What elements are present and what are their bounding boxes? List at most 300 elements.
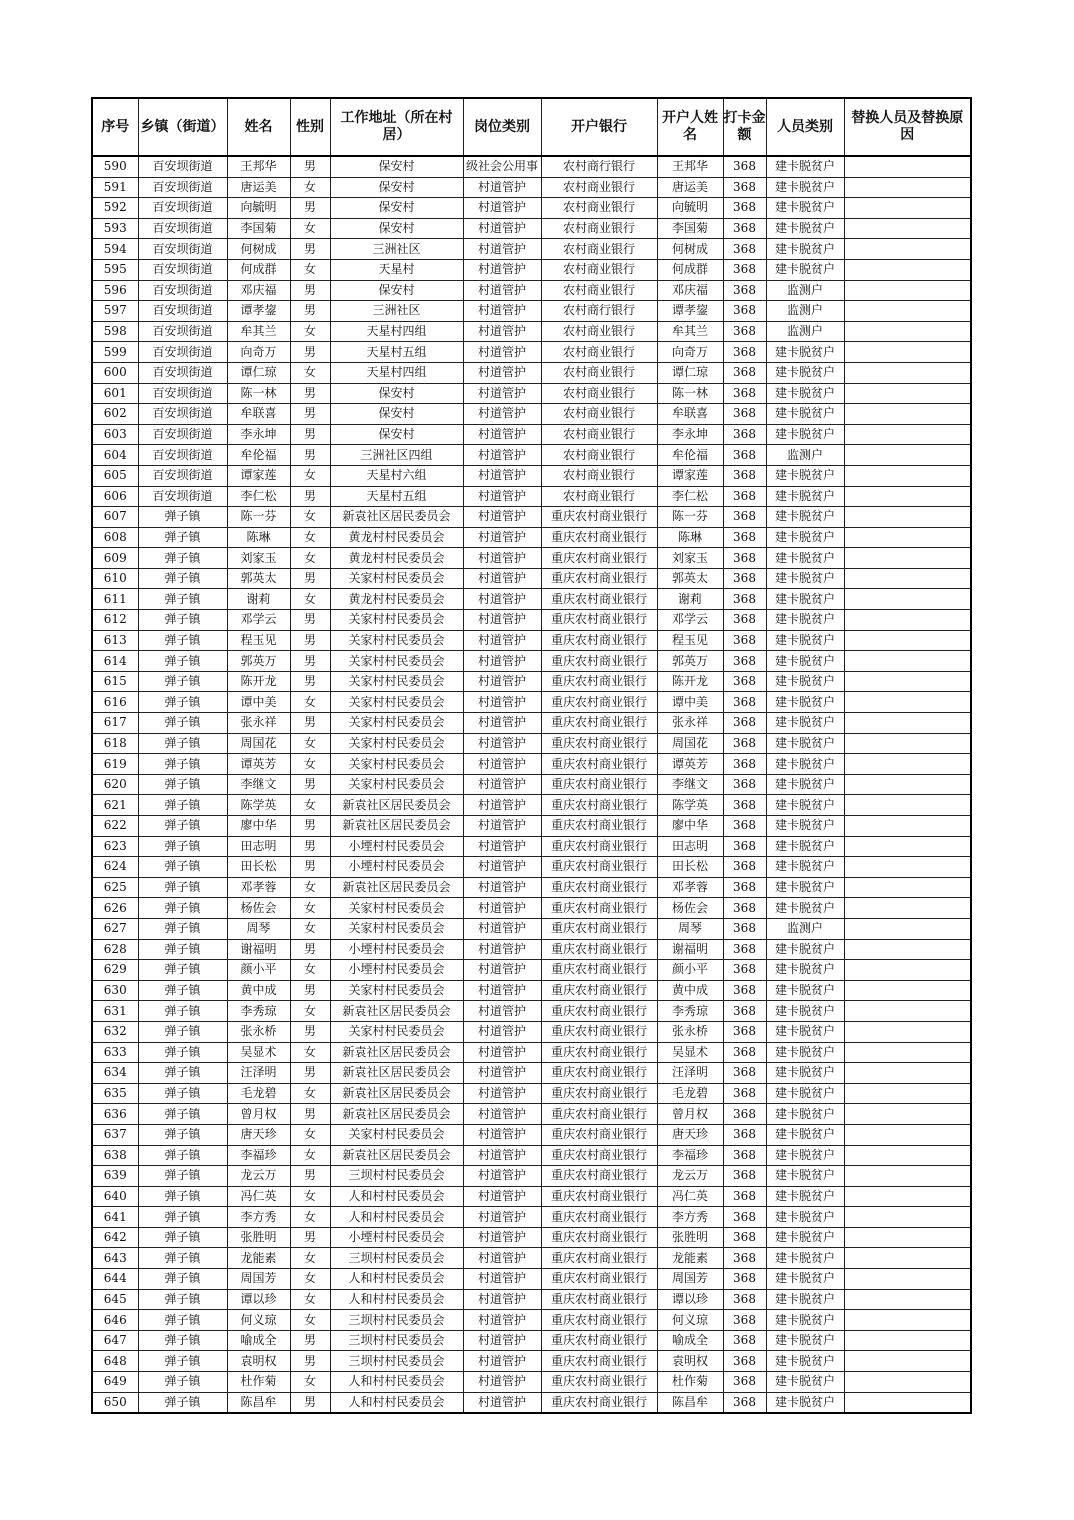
cell-address: 新袁社区居民委员会 xyxy=(330,795,463,816)
cell-category: 建卡脱贫户 xyxy=(766,404,844,425)
cell-bank: 重庆农村商业银行 xyxy=(541,877,657,898)
cell-name: 袁明权 xyxy=(227,1351,290,1372)
cell-index: 605 xyxy=(92,465,138,486)
cell-name: 刘家玉 xyxy=(227,548,290,569)
cell-category: 建卡脱贫户 xyxy=(766,198,844,219)
cell-index: 613 xyxy=(92,630,138,651)
cell-index: 594 xyxy=(92,239,138,260)
cell-address: 黄龙村村民委员会 xyxy=(330,527,463,548)
table-row xyxy=(92,1001,971,1022)
cell-gender: 男 xyxy=(290,671,330,692)
cell-bank: 农村商业银行 xyxy=(541,383,657,404)
table-row xyxy=(92,342,971,363)
cell-category: 建卡脱贫户 xyxy=(766,362,844,383)
cell-township: 百安坝街道 xyxy=(138,218,227,239)
cell-job: 村道管护 xyxy=(463,321,541,342)
cell-job: 村道管护 xyxy=(463,877,541,898)
cell-category: 监测户 xyxy=(766,445,844,466)
cell-address: 黄龙村村民委员会 xyxy=(330,548,463,569)
cell-township: 弹子镇 xyxy=(138,939,227,960)
cell-bank: 农村商行银行 xyxy=(541,301,657,322)
cell-name: 田志明 xyxy=(227,836,290,857)
cell-replacement xyxy=(844,1124,971,1145)
cell-replacement xyxy=(844,1351,971,1372)
cell-account-holder: 王邦华 xyxy=(657,156,723,177)
cell-address: 关家村村民委员会 xyxy=(330,692,463,713)
cell-amount: 368 xyxy=(723,404,766,425)
cell-category: 建卡脱贫户 xyxy=(766,1227,844,1248)
cell-job: 村道管护 xyxy=(463,1351,541,1372)
cell-name: 张永桥 xyxy=(227,1021,290,1042)
cell-township: 弹子镇 xyxy=(138,589,227,610)
cell-gender: 男 xyxy=(290,857,330,878)
cell-amount: 368 xyxy=(723,651,766,672)
cell-account-holder: 吴显术 xyxy=(657,1042,723,1063)
cell-address: 人和村村民委员会 xyxy=(330,1372,463,1393)
cell-account-holder: 龙云万 xyxy=(657,1166,723,1187)
cell-account-holder: 周国芳 xyxy=(657,1269,723,1290)
cell-replacement xyxy=(844,527,971,548)
table-row xyxy=(92,1104,971,1125)
cell-name: 王邦华 xyxy=(227,156,290,177)
cell-gender: 男 xyxy=(290,486,330,507)
cell-bank: 重庆农村商业银行 xyxy=(541,1001,657,1022)
cell-gender: 男 xyxy=(290,1166,330,1187)
cell-bank: 重庆农村商业银行 xyxy=(541,754,657,775)
cell-category: 建卡脱贫户 xyxy=(766,671,844,692)
cell-address: 保安村 xyxy=(330,280,463,301)
cell-account-holder: 陈琳 xyxy=(657,527,723,548)
cell-address: 关家村村民委员会 xyxy=(330,898,463,919)
table-row xyxy=(92,816,971,837)
cell-address: 保安村 xyxy=(330,218,463,239)
cell-township: 弹子镇 xyxy=(138,898,227,919)
cell-gender: 男 xyxy=(290,980,330,1001)
cell-address: 人和村村民委员会 xyxy=(330,1186,463,1207)
cell-category: 建卡脱贫户 xyxy=(766,1289,844,1310)
cell-gender: 男 xyxy=(290,1392,330,1413)
table-row xyxy=(92,1289,971,1310)
cell-name: 向毓明 xyxy=(227,198,290,219)
cell-gender: 女 xyxy=(290,898,330,919)
cell-bank: 重庆农村商业银行 xyxy=(541,507,657,528)
cell-replacement xyxy=(844,383,971,404)
cell-category: 建卡脱贫户 xyxy=(766,774,844,795)
cell-index: 636 xyxy=(92,1104,138,1125)
table-row xyxy=(92,960,971,981)
cell-address: 关家村村民委员会 xyxy=(330,774,463,795)
cell-amount: 368 xyxy=(723,795,766,816)
cell-amount: 368 xyxy=(723,280,766,301)
cell-account-holder: 陈昌牟 xyxy=(657,1392,723,1413)
cell-name: 邓孝蓉 xyxy=(227,877,290,898)
cell-gender: 女 xyxy=(290,754,330,775)
cell-amount: 368 xyxy=(723,692,766,713)
cell-amount: 368 xyxy=(723,1248,766,1269)
cell-name: 谭孝鋆 xyxy=(227,301,290,322)
cell-amount: 368 xyxy=(723,198,766,219)
cell-account-holder: 谢福明 xyxy=(657,939,723,960)
cell-category: 监测户 xyxy=(766,918,844,939)
cell-gender: 男 xyxy=(290,1227,330,1248)
table-row xyxy=(92,383,971,404)
cell-township: 弹子镇 xyxy=(138,1124,227,1145)
cell-amount: 368 xyxy=(723,857,766,878)
cell-bank: 重庆农村商业银行 xyxy=(541,713,657,734)
cell-category: 建卡脱贫户 xyxy=(766,1392,844,1413)
cell-replacement xyxy=(844,1186,971,1207)
cell-township: 弹子镇 xyxy=(138,630,227,651)
cell-township: 弹子镇 xyxy=(138,1289,227,1310)
cell-bank: 重庆农村商业银行 xyxy=(541,1124,657,1145)
cell-address: 关家村村民委员会 xyxy=(330,918,463,939)
cell-category: 建卡脱贫户 xyxy=(766,630,844,651)
cell-address: 三洲社区 xyxy=(330,239,463,260)
cell-account-holder: 李继文 xyxy=(657,774,723,795)
cell-category: 建卡脱贫户 xyxy=(766,795,844,816)
cell-replacement xyxy=(844,651,971,672)
cell-bank: 重庆农村商业银行 xyxy=(541,1207,657,1228)
cell-bank: 农村商业银行 xyxy=(541,177,657,198)
cell-address: 关家村村民委员会 xyxy=(330,1124,463,1145)
cell-account-holder: 牟联喜 xyxy=(657,404,723,425)
cell-account-holder: 刘家玉 xyxy=(657,548,723,569)
cell-address: 新袁社区居民委员会 xyxy=(330,816,463,837)
cell-name: 毛龙碧 xyxy=(227,1083,290,1104)
cell-amount: 368 xyxy=(723,342,766,363)
table-row xyxy=(92,651,971,672)
cell-replacement xyxy=(844,1289,971,1310)
cell-gender: 男 xyxy=(290,156,330,177)
cell-bank: 重庆农村商业银行 xyxy=(541,1166,657,1187)
col-header-address: 工作地址（所在村居） xyxy=(330,98,463,156)
col-header-bank: 开户银行 xyxy=(541,98,657,156)
cell-account-holder: 喻成全 xyxy=(657,1330,723,1351)
cell-gender: 女 xyxy=(290,589,330,610)
cell-gender: 男 xyxy=(290,404,330,425)
cell-address: 小堙村村民委员会 xyxy=(330,939,463,960)
cell-amount: 368 xyxy=(723,486,766,507)
cell-township: 弹子镇 xyxy=(138,610,227,631)
cell-township: 弹子镇 xyxy=(138,918,227,939)
cell-index: 612 xyxy=(92,610,138,631)
table-row xyxy=(92,610,971,631)
cell-name: 谭仁琼 xyxy=(227,362,290,383)
cell-township: 百安坝街道 xyxy=(138,239,227,260)
cell-account-holder: 陈一芬 xyxy=(657,507,723,528)
cell-address: 小堙村村民委员会 xyxy=(330,960,463,981)
cell-category: 建卡脱贫户 xyxy=(766,1124,844,1145)
cell-account-holder: 张永桥 xyxy=(657,1021,723,1042)
cell-bank: 农村商业银行 xyxy=(541,486,657,507)
cell-gender: 男 xyxy=(290,424,330,445)
cell-amount: 368 xyxy=(723,630,766,651)
cell-job: 村道管护 xyxy=(463,424,541,445)
cell-account-holder: 李永坤 xyxy=(657,424,723,445)
table-row xyxy=(92,1145,971,1166)
cell-index: 627 xyxy=(92,918,138,939)
cell-name: 何成群 xyxy=(227,259,290,280)
cell-township: 弹子镇 xyxy=(138,1351,227,1372)
cell-amount: 368 xyxy=(723,301,766,322)
cell-account-holder: 陈学英 xyxy=(657,795,723,816)
cell-job: 村道管护 xyxy=(463,1042,541,1063)
cell-township: 弹子镇 xyxy=(138,1248,227,1269)
cell-job: 村道管护 xyxy=(463,692,541,713)
cell-gender: 男 xyxy=(290,1104,330,1125)
cell-job: 村道管护 xyxy=(463,733,541,754)
cell-index: 626 xyxy=(92,898,138,919)
cell-category: 建卡脱贫户 xyxy=(766,610,844,631)
cell-name: 牟伦福 xyxy=(227,445,290,466)
cell-category: 建卡脱贫户 xyxy=(766,1166,844,1187)
cell-gender: 男 xyxy=(290,445,330,466)
table-row xyxy=(92,527,971,548)
cell-bank: 重庆农村商业银行 xyxy=(541,1310,657,1331)
cell-township: 弹子镇 xyxy=(138,651,227,672)
cell-bank: 重庆农村商业银行 xyxy=(541,1330,657,1351)
cell-category: 建卡脱贫户 xyxy=(766,1104,844,1125)
cell-gender: 女 xyxy=(290,465,330,486)
cell-name: 龙云万 xyxy=(227,1166,290,1187)
cell-township: 百安坝街道 xyxy=(138,198,227,219)
cell-township: 弹子镇 xyxy=(138,1063,227,1084)
cell-address: 关家村村民委员会 xyxy=(330,980,463,1001)
table-row xyxy=(92,424,971,445)
cell-category: 建卡脱贫户 xyxy=(766,486,844,507)
cell-name: 李福珍 xyxy=(227,1145,290,1166)
cell-township: 百安坝街道 xyxy=(138,465,227,486)
cell-index: 602 xyxy=(92,404,138,425)
cell-amount: 368 xyxy=(723,1042,766,1063)
cell-category: 建卡脱贫户 xyxy=(766,1269,844,1290)
cell-amount: 368 xyxy=(723,960,766,981)
cell-category: 建卡脱贫户 xyxy=(766,980,844,1001)
cell-amount: 368 xyxy=(723,980,766,1001)
cell-bank: 农村商业银行 xyxy=(541,259,657,280)
cell-account-holder: 谭家莲 xyxy=(657,465,723,486)
cell-township: 百安坝街道 xyxy=(138,383,227,404)
cell-township: 弹子镇 xyxy=(138,1310,227,1331)
cell-job: 村道管护 xyxy=(463,1227,541,1248)
cell-address: 天星村四组 xyxy=(330,321,463,342)
cell-gender: 女 xyxy=(290,1207,330,1228)
cell-job: 村道管护 xyxy=(463,568,541,589)
cell-name: 谭英芳 xyxy=(227,754,290,775)
cell-account-holder: 袁明权 xyxy=(657,1351,723,1372)
table-row xyxy=(92,445,971,466)
cell-category: 建卡脱贫户 xyxy=(766,1145,844,1166)
cell-account-holder: 龙能素 xyxy=(657,1248,723,1269)
cell-bank: 重庆农村商业银行 xyxy=(541,1392,657,1413)
cell-township: 弹子镇 xyxy=(138,568,227,589)
cell-township: 弹子镇 xyxy=(138,507,227,528)
cell-category: 建卡脱贫户 xyxy=(766,239,844,260)
cell-address: 新袁社区居民委员会 xyxy=(330,1083,463,1104)
cell-account-holder: 杜作菊 xyxy=(657,1372,723,1393)
cell-job: 村道管护 xyxy=(463,1207,541,1228)
cell-job: 村道管护 xyxy=(463,939,541,960)
table-row xyxy=(92,774,971,795)
cell-index: 639 xyxy=(92,1166,138,1187)
cell-township: 百安坝街道 xyxy=(138,424,227,445)
cell-name: 陈琳 xyxy=(227,527,290,548)
cell-index: 642 xyxy=(92,1227,138,1248)
cell-bank: 农村商业银行 xyxy=(541,465,657,486)
cell-address: 关家村村民委员会 xyxy=(330,630,463,651)
cell-category: 建卡脱贫户 xyxy=(766,548,844,569)
cell-address: 关家村村民委员会 xyxy=(330,733,463,754)
cell-job: 村道管护 xyxy=(463,671,541,692)
cell-category: 建卡脱贫户 xyxy=(766,939,844,960)
cell-name: 廖中华 xyxy=(227,816,290,837)
cell-job: 村道管护 xyxy=(463,1124,541,1145)
cell-bank: 重庆农村商业银行 xyxy=(541,1269,657,1290)
cell-index: 600 xyxy=(92,362,138,383)
cell-name: 谢莉 xyxy=(227,589,290,610)
cell-gender: 女 xyxy=(290,918,330,939)
cell-name: 吴显术 xyxy=(227,1042,290,1063)
cell-index: 629 xyxy=(92,960,138,981)
table-row xyxy=(92,404,971,425)
table-row xyxy=(92,836,971,857)
table-row xyxy=(92,1021,971,1042)
cell-bank: 农村商业银行 xyxy=(541,445,657,466)
cell-bank: 农村商业银行 xyxy=(541,342,657,363)
cell-index: 607 xyxy=(92,507,138,528)
table-row xyxy=(92,1392,971,1413)
cell-gender: 女 xyxy=(290,177,330,198)
cell-account-holder: 向奇万 xyxy=(657,342,723,363)
cell-index: 618 xyxy=(92,733,138,754)
cell-gender: 男 xyxy=(290,610,330,631)
cell-account-holder: 唐运美 xyxy=(657,177,723,198)
cell-bank: 重庆农村商业银行 xyxy=(541,960,657,981)
cell-gender: 女 xyxy=(290,259,330,280)
cell-replacement xyxy=(844,1145,971,1166)
cell-replacement xyxy=(844,198,971,219)
cell-amount: 368 xyxy=(723,424,766,445)
col-header-job: 岗位类别 xyxy=(463,98,541,156)
cell-job: 村道管护 xyxy=(463,280,541,301)
table-row xyxy=(92,259,971,280)
cell-township: 弹子镇 xyxy=(138,1269,227,1290)
cell-account-holder: 邓学云 xyxy=(657,610,723,631)
cell-bank: 重庆农村商业银行 xyxy=(541,589,657,610)
cell-gender: 女 xyxy=(290,1083,330,1104)
cell-gender: 女 xyxy=(290,692,330,713)
cell-amount: 368 xyxy=(723,918,766,939)
cell-category: 建卡脱贫户 xyxy=(766,383,844,404)
cell-index: 591 xyxy=(92,177,138,198)
cell-name: 谭以珍 xyxy=(227,1289,290,1310)
cell-bank: 农村商业银行 xyxy=(541,198,657,219)
cell-gender: 女 xyxy=(290,733,330,754)
personnel-table xyxy=(91,97,972,1414)
cell-amount: 368 xyxy=(723,1001,766,1022)
cell-replacement xyxy=(844,857,971,878)
cell-job: 村道管护 xyxy=(463,1248,541,1269)
cell-name: 周国芳 xyxy=(227,1269,290,1290)
cell-job: 村道管护 xyxy=(463,774,541,795)
cell-account-holder: 周国花 xyxy=(657,733,723,754)
cell-job: 级社会公用事 xyxy=(463,156,541,177)
cell-category: 建卡脱贫户 xyxy=(766,177,844,198)
cell-job: 村道管护 xyxy=(463,486,541,507)
cell-bank: 农村商业银行 xyxy=(541,424,657,445)
table-row xyxy=(92,280,971,301)
cell-amount: 368 xyxy=(723,1207,766,1228)
cell-gender: 男 xyxy=(290,239,330,260)
cell-bank: 重庆农村商业银行 xyxy=(541,1104,657,1125)
cell-account-holder: 李方秀 xyxy=(657,1207,723,1228)
cell-index: 623 xyxy=(92,836,138,857)
cell-replacement xyxy=(844,301,971,322)
cell-gender: 男 xyxy=(290,1063,330,1084)
table-row xyxy=(92,198,971,219)
cell-bank: 农村商业银行 xyxy=(541,218,657,239)
table-row xyxy=(92,156,971,177)
cell-township: 弹子镇 xyxy=(138,713,227,734)
cell-index: 632 xyxy=(92,1021,138,1042)
cell-amount: 368 xyxy=(723,1104,766,1125)
cell-amount: 368 xyxy=(723,321,766,342)
cell-category: 建卡脱贫户 xyxy=(766,568,844,589)
cell-index: 604 xyxy=(92,445,138,466)
col-header-account-holder: 开户人姓名 xyxy=(657,98,723,156)
table-row xyxy=(92,1083,971,1104)
cell-category: 建卡脱贫户 xyxy=(766,1083,844,1104)
cell-index: 637 xyxy=(92,1124,138,1145)
cell-gender: 女 xyxy=(290,877,330,898)
cell-bank: 重庆农村商业银行 xyxy=(541,980,657,1001)
table-row xyxy=(92,939,971,960)
cell-name: 张胜明 xyxy=(227,1227,290,1248)
cell-job: 村道管护 xyxy=(463,383,541,404)
cell-index: 641 xyxy=(92,1207,138,1228)
cell-account-holder: 李国菊 xyxy=(657,218,723,239)
cell-bank: 重庆农村商业银行 xyxy=(541,918,657,939)
cell-address: 新袁社区居民委员会 xyxy=(330,1145,463,1166)
cell-job: 村道管护 xyxy=(463,1310,541,1331)
cell-category: 监测户 xyxy=(766,280,844,301)
cell-replacement xyxy=(844,1392,971,1413)
cell-index: 650 xyxy=(92,1392,138,1413)
cell-index: 646 xyxy=(92,1310,138,1331)
cell-job: 村道管护 xyxy=(463,301,541,322)
table-row xyxy=(92,898,971,919)
cell-account-holder: 张胜明 xyxy=(657,1227,723,1248)
table-row xyxy=(92,548,971,569)
cell-category: 建卡脱贫户 xyxy=(766,1248,844,1269)
cell-gender: 男 xyxy=(290,1021,330,1042)
cell-job: 村道管护 xyxy=(463,918,541,939)
cell-job: 村道管护 xyxy=(463,445,541,466)
cell-replacement xyxy=(844,1330,971,1351)
cell-replacement xyxy=(844,630,971,651)
cell-bank: 重庆农村商业银行 xyxy=(541,795,657,816)
cell-replacement xyxy=(844,1021,971,1042)
cell-township: 百安坝街道 xyxy=(138,445,227,466)
cell-index: 634 xyxy=(92,1063,138,1084)
cell-bank: 重庆农村商业银行 xyxy=(541,1063,657,1084)
cell-name: 李仁松 xyxy=(227,486,290,507)
cell-job: 村道管护 xyxy=(463,898,541,919)
cell-job: 村道管护 xyxy=(463,1372,541,1393)
cell-gender: 男 xyxy=(290,713,330,734)
cell-name: 曾月权 xyxy=(227,1104,290,1125)
col-header-gender: 性别 xyxy=(290,98,330,156)
